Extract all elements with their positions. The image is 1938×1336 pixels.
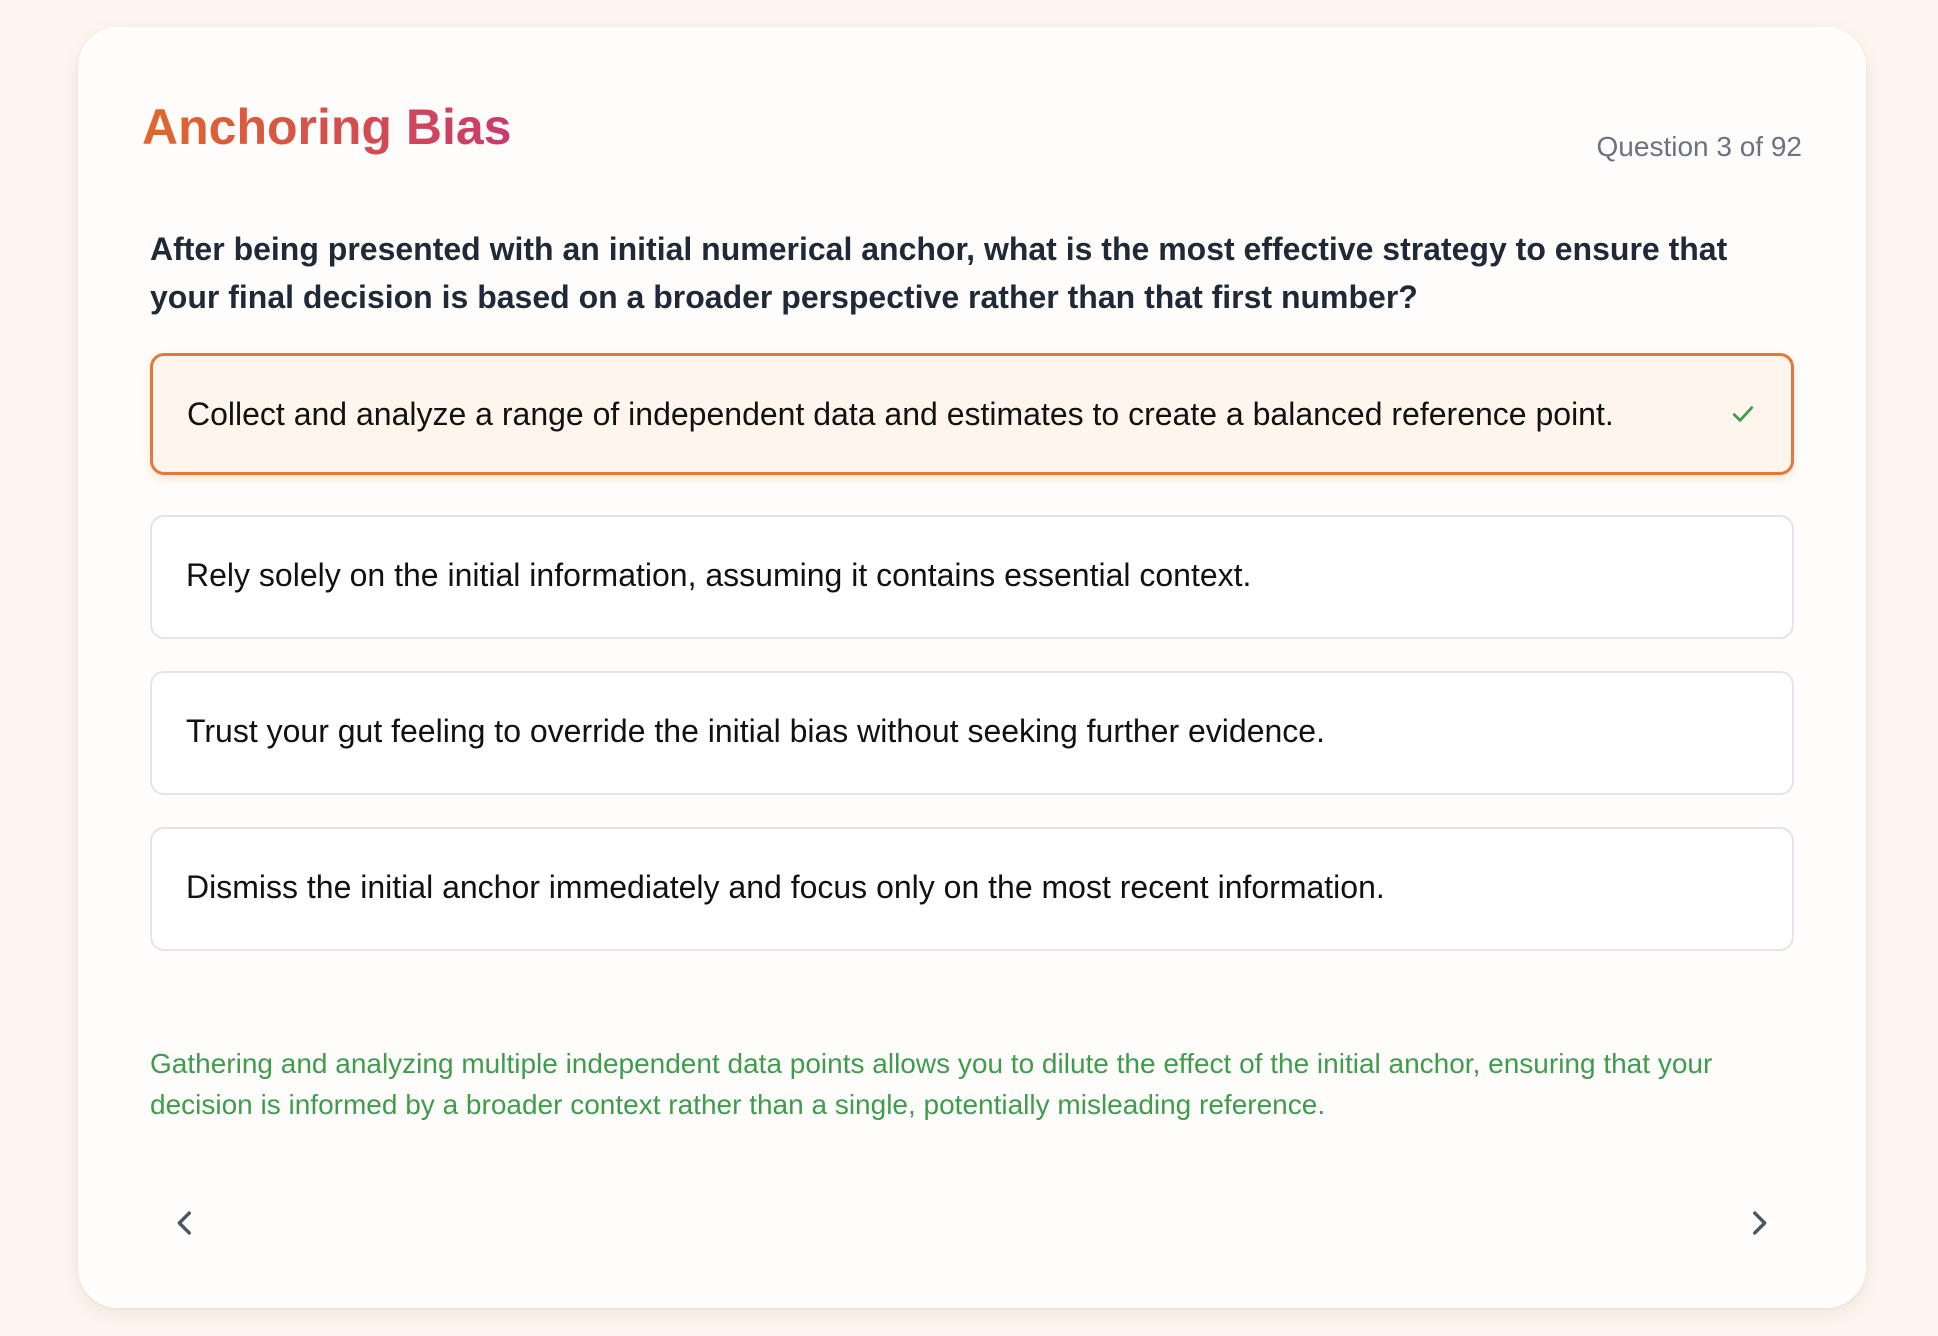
question-text: After being presented with an initial numerical anchor, what is the most effective strategy to ensure that your final decision is based on a broader perspective rather than that first number? [150, 231, 1728, 315]
quiz-title: Anchoring Bias [142, 91, 511, 163]
answer-option-1[interactable] [150, 353, 1794, 475]
answer-explanation: Gathering and analyzing multiple independent data points allows you to dilute the effect of the initial anchor, ensuring that your decision is informed by a broader context rather than a single, potentially misleading reference. [150, 1048, 1713, 1120]
previous-question-button[interactable] [157, 1195, 213, 1251]
answer-options [150, 353, 1794, 983]
answer-option-label: Rely solely on the initial information, assuming it contains essential context. [186, 557, 1252, 593]
question-counter: Question 3 of 92 [1596, 131, 1802, 162]
answer-option-label: Trust your gut feeling to override the initial bias without seeking further evidence. [186, 713, 1325, 749]
chevron-left-icon [168, 1206, 202, 1240]
chevron-right-icon [1742, 1206, 1776, 1240]
next-question-button[interactable] [1731, 1195, 1787, 1251]
answer-option-4[interactable] [150, 827, 1794, 951]
check-icon [1729, 400, 1757, 428]
answer-option-3[interactable] [150, 671, 1794, 795]
answer-option-2[interactable] [150, 515, 1794, 639]
answer-option-label: Dismiss the initial anchor immediately and focus only on the most recent information. [186, 869, 1385, 905]
answer-option-label: Collect and analyze a range of independent data and estimates to create a balanced reference point. [187, 396, 1614, 432]
quiz-card [78, 27, 1866, 1308]
